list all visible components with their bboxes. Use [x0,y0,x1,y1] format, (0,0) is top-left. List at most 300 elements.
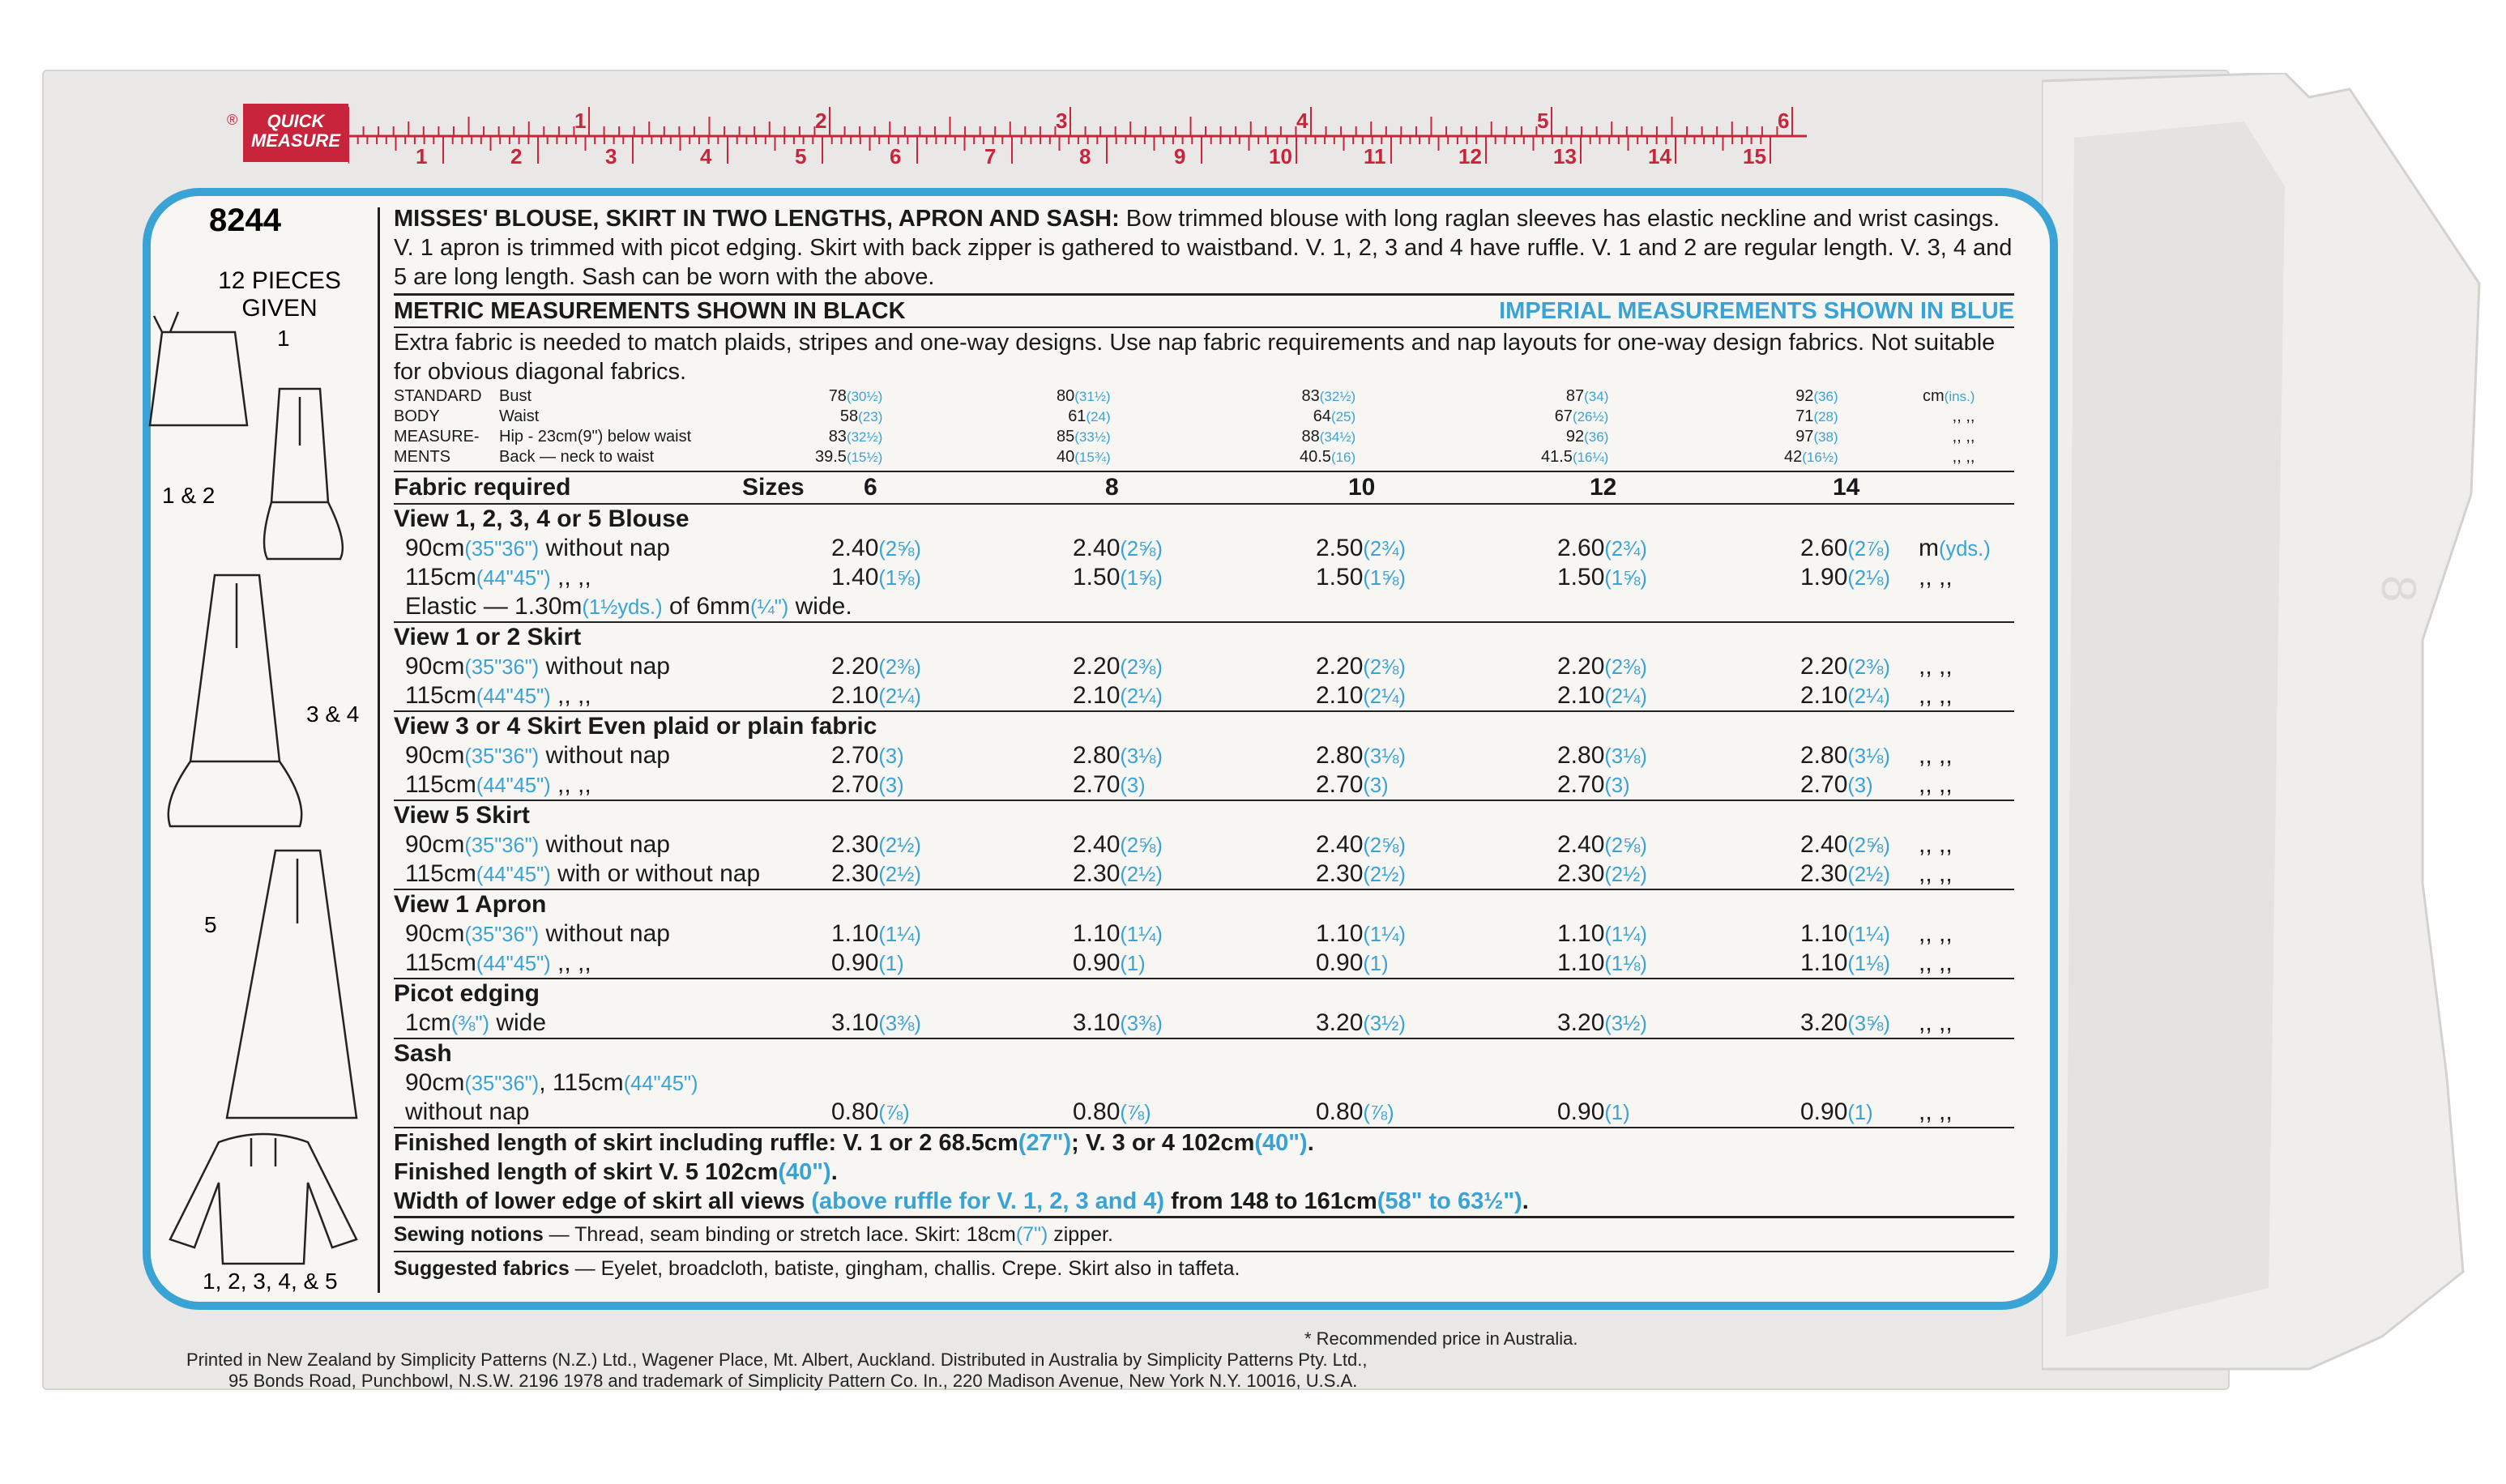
ruler-cm-label: 10 [1269,144,1292,168]
quick-measure-ruler [348,104,1831,168]
fabric-row-label [405,741,670,771]
metric-value: 1.10 [1316,920,1364,947]
metric-value: 2.20 [1557,653,1605,680]
imperial-value: (1¼) [1604,923,1647,946]
pattern-number: 8244 [209,203,281,238]
apron-sketch-icon [150,312,247,425]
label-part: without nap [539,653,670,680]
metric-value: 88 [1301,428,1320,446]
fabric-row [394,592,2014,621]
fabric-row-label [405,859,760,889]
label-part: (35"36") [464,834,540,857]
imperial-value: (1⅝) [878,567,921,590]
metric-value: 61 [1068,407,1087,425]
fabric-section [394,712,2014,801]
finished-part: . [830,1159,838,1185]
fabric-amount [831,830,921,860]
metric-value: 42 [1784,448,1803,466]
imperial-value: (36) [1584,429,1609,445]
metric-value: 3.20 [1557,1009,1605,1036]
label-part: (⅜") [450,1013,489,1035]
imperial-value: (ins.) [1944,389,1975,404]
fabric-amount [1316,919,1406,949]
imperial-value: (1¼) [1120,923,1163,946]
imperial-value: (23) [858,409,883,424]
view-label-all: 1, 2, 3, 4, & 5 [203,1269,338,1294]
metric-value: 2.10 [1557,682,1605,709]
fabric-amount [1800,1009,1890,1038]
fabric-row-label [405,949,591,979]
fabric-amount [1800,534,1890,564]
fabric-row [394,919,2014,949]
imperial-value: (1¼) [878,923,921,946]
imperial-value: (24) [1086,409,1111,424]
long-skirt-sketch-icon [227,851,356,1118]
fabric-row [394,830,2014,859]
imperial-value: (1¼) [1363,923,1406,946]
fabric-row [394,652,2014,681]
ruler-cm-label: 13 [1553,144,1577,168]
fabric-amount [1316,741,1406,771]
fabric-amount [1073,681,1163,711]
sewing-notions-label: Sewing notions [394,1223,544,1246]
body-value [1057,447,1111,467]
fabric-row [394,681,2014,710]
metric-value: 80 [1057,387,1075,405]
fabric-amount [831,859,921,889]
footer-printed: Printed in New Zealand by Simplicity Patterns (N.Z.) Ltd., Wagener Place, Mt. Albert, Auckland. Distributed in Australia by Simplicity Patterns Pty. Ltd., [186,1350,1368,1370]
label-part: (35"36") [464,1072,540,1095]
fabric-amount [1557,1098,1630,1128]
fabric-amount [1316,681,1406,711]
view-label-5: 5 [204,912,217,937]
body-size-column [1300,386,1355,467]
fabric-amount [831,949,904,979]
fabric-amount [1800,919,1890,949]
fabric-amount [1073,1009,1163,1038]
metric-value: 40 [1057,448,1075,466]
imperial-value: (2⅝) [1363,834,1406,857]
body-unit [1923,386,1974,467]
label-part: without nap [405,1098,530,1125]
row-unit: ,, ,, [1919,1098,1953,1125]
row-unit: ,, ,, [1919,742,1953,769]
row-unit: ,, ,, [1919,682,1953,709]
fabric-amount [1316,949,1389,979]
long-ruffle-skirt-sketch-icon [169,575,301,826]
fabric-amount [1316,770,1389,800]
section-title: Sash [394,1040,452,1067]
label-part: (35"36") [464,745,540,768]
description-text: Bow trimmed blouse with long raglan sleeves has elastic neckline and wrist casings. V. 1 apron is trimmed with picot edging. Skirt with back zipper is gathered to waistband. V. 1, 2, 3 and 4 have ruffle. V. 1 and 2 are regular length. V. 3, 4 and 5 are long length. Sash can be worn with the above. [394,206,2013,290]
section-title: View 1 or 2 Skirt [394,624,582,650]
metric-value: 83 [1301,387,1320,405]
label-part: , 115cm [539,1069,624,1096]
footer-address: 95 Bonds Road, Punchbowl, N.S.W. 2196 1978 and trademark of Simplicity Pattern Co. In., 220 Madison Avenue, New York N.Y. 10016, U.S.A. [228,1371,1358,1391]
ruler-cm-label: 2 [510,144,523,168]
fabric-amount [1073,830,1163,860]
pattern-title: MISSES' BLOUSE, SKIRT IN TWO LENGTHS, APRON AND SASH: [394,206,1120,232]
imperial-value: (16½) [1802,450,1838,465]
ruler-inch-label: 6 [1778,109,1790,133]
imperial-value: (1) [1363,953,1389,975]
imperial-value: (2½) [1604,864,1647,886]
fabric-amount [1073,741,1163,771]
label-part: (1½yds.) [582,596,663,619]
section-title: View 1 Apron [394,891,547,918]
label-part: wide. [788,593,852,620]
label-part: (44"45") [476,953,551,975]
fabric-row-label [405,1098,529,1127]
fabric-amount [831,1098,910,1128]
fabric-row-label [405,1068,698,1098]
row-unit: ,, ,, [1919,860,1953,887]
ruler-cm-label: 1 [416,144,428,168]
body-label-line: MENTS [394,448,450,466]
metric-value: 2.20 [1800,653,1848,680]
metric-value: 2.70 [1073,771,1121,798]
body-label-line: BODY [394,407,440,425]
metric-value: 67 [1554,407,1573,425]
finished-part: (40") [778,1159,831,1185]
metric-value: 2.20 [831,653,879,680]
label-part: 90cm [405,742,465,769]
metric-value: 2.20 [1073,653,1121,680]
metric-value: 1.50 [1557,564,1605,591]
imperial-value: (2⅜) [1604,656,1647,679]
metric-value: m [1919,535,1939,561]
fabric-row [394,859,2014,889]
label-part: (44"45") [476,864,551,886]
ruler-cm-label: 7 [984,144,997,168]
body-value [1300,407,1355,427]
label-part: (35"36") [464,923,540,946]
ruler-cm-label: 14 [1648,144,1671,168]
label-part: of 6mm [662,593,750,620]
quick-measure-logo: QUICK MEASURE [243,104,348,162]
body-row-label: Bust [499,387,532,405]
envelope-flap [2042,73,2495,1377]
fabric-amount [1316,830,1406,860]
imperial-value: (2½) [1363,864,1406,886]
metric-value: 1.90 [1800,564,1848,591]
ditto-mark: ,, ,, [1952,428,1975,446]
metric-value: 2.40 [1073,535,1121,561]
fabric-amount [1316,859,1406,889]
metric-value: 0.90 [1800,1098,1848,1125]
fabric-amount [831,919,921,949]
fabric-amount [1557,830,1647,860]
label-part: 115cm [405,860,476,887]
blouse-sketch-icon [170,1134,356,1264]
view-label-1: 1 [277,326,290,351]
fabric-amount [1800,949,1890,979]
imperial-value: (1⅛) [1604,953,1647,975]
label-part: ,, ,, [550,771,591,798]
fabric-amount [1073,534,1163,564]
size-10: 10 [1348,474,1376,501]
fabric-row-label [405,534,670,564]
body-value [1057,407,1111,427]
fabric-amount [831,563,921,593]
metric-value: 2.30 [1316,860,1364,887]
metric-value: 92 [1565,428,1585,446]
fabric-amount [1073,563,1163,593]
fabric-amount [1073,949,1146,979]
notions-part: zipper. [1048,1223,1113,1246]
suggested-fabrics [394,1251,2014,1285]
metric-value: 2.70 [1316,771,1364,798]
imperial-value: (3) [1363,774,1389,797]
fabric-amount [1800,741,1890,771]
metric-value: 78 [828,387,847,405]
label-part: 90cm [405,920,465,947]
imperial-value: (1⅝) [1120,567,1163,590]
ruler-cm-label: 11 [1364,144,1386,168]
body-value [815,447,882,467]
metric-value: 1.50 [1073,564,1121,591]
label-part: 90cm [405,831,465,858]
imperial-value: (3⅜) [878,1013,921,1035]
metric-value: 2.60 [1800,535,1848,561]
metric-value: 40.5 [1300,448,1331,466]
metric-value: 0.90 [1557,1098,1605,1125]
metric-value: 1.10 [831,920,879,947]
label-part: 115cm [405,949,476,976]
notes [394,1216,2014,1285]
imperial-value: (2⅝) [1604,834,1647,857]
body-value [1300,386,1355,407]
body-measurements [394,386,2014,472]
metric-value: 71 [1795,407,1814,425]
finished-part: (40") [1254,1130,1308,1156]
fabric-amount [1800,830,1890,860]
size-12: 12 [1590,474,1617,501]
body-value [1541,427,1608,447]
fabric-amount [1073,770,1146,800]
row-unit: ,, ,, [1919,949,1953,976]
metric-value: 58 [839,407,859,425]
pattern-info [394,204,2014,1285]
fabric-amount [831,534,921,564]
imperial-value: (2⅝) [878,538,921,561]
imperial-value: (2¼) [878,685,921,708]
ruler-inch-label: 2 [815,109,827,133]
ruler-cm-label: 9 [1174,144,1186,168]
row-unit [1919,534,1991,564]
fabric-section [394,979,2014,1039]
imperial-value: (2⅝) [1847,834,1890,857]
fabric-section [394,890,2014,979]
finished-line [394,1187,2014,1216]
body-value [1784,407,1838,427]
imperial-value: (⅞) [878,1102,910,1124]
metric-value: 2.80 [1800,742,1848,769]
fabric-row-label [405,919,670,949]
imperial-value: (16) [1330,450,1356,465]
finished-part: (above ruffle for V. 1, 2, 3 and 4) [811,1188,1165,1214]
row-unit: ,, ,, [1919,564,1953,591]
ruler-inch-label: 5 [1537,109,1549,133]
size-6: 6 [864,474,877,501]
imperial-value: (2½) [1847,864,1890,886]
imperial-value: (2½) [1120,864,1163,886]
section-title: View 3 or 4 Skirt Even plaid or plain fabric [394,713,877,740]
metric-value: 2.70 [831,771,879,798]
imperial-value: (2¼) [1847,685,1890,708]
imperial-value: (3⅝) [1847,1013,1890,1035]
fabric-amount [1557,919,1647,949]
metric-value: 0.90 [1073,949,1121,976]
fabric-amount [1557,859,1647,889]
metric-value: 85 [1057,428,1075,446]
body-value [1784,447,1838,467]
fabric-required-header [394,472,2014,505]
fabric-row [394,563,2014,592]
fabric-amount [1073,859,1163,889]
finished-line [394,1128,2014,1158]
size-14: 14 [1833,474,1860,501]
label-part: (44"45") [476,774,551,797]
imperial-value: (2⅜) [1363,656,1406,679]
fabric-required-label: Fabric required [394,474,571,501]
finished-measurements [394,1128,2014,1216]
metric-value: 2.60 [1557,535,1605,561]
body-row-label: Waist [499,407,540,425]
imperial-value: (3) [878,745,904,768]
finished-line [394,1158,2014,1187]
finished-part: Width of lower edge of skirt all views [394,1188,812,1214]
fabric-amount [831,1009,921,1038]
imperial-value: (34½) [1319,429,1356,445]
metric-value: 3.10 [1073,1009,1121,1036]
metric-value: 2.40 [1073,831,1121,858]
sewing-notions [394,1218,2014,1251]
imperial-value: (25) [1330,409,1356,424]
row-unit: ,, ,, [1919,771,1953,798]
metric-value: 2.40 [1800,831,1848,858]
label-part: without nap [539,920,670,947]
imperial-value: (2¾) [1604,538,1647,561]
metric-value: 92 [1795,387,1814,405]
ruler-cm-label: 8 [1079,144,1091,168]
metric-value: 1.10 [1557,920,1605,947]
ruler-cm-label: 15 [1743,144,1766,168]
view-label-3-4: 3 & 4 [306,701,360,727]
imperial-value: (2⅛) [1847,567,1890,590]
imperial-value: (1) [1120,953,1146,975]
imperial-value: (3⅛) [1120,745,1163,768]
body-measurements-label [394,386,482,467]
label-part: without nap [539,742,670,769]
fabric-amount [1557,534,1647,564]
metric-value: 1.10 [1073,920,1121,947]
metric-value: 0.90 [831,949,879,976]
ditto-mark: ,, ,, [1952,407,1975,425]
body-value [1541,447,1608,467]
metric-value: 3.20 [1800,1009,1848,1036]
body-size-column [1784,386,1838,467]
body-unit-label [1923,386,1974,407]
row-unit: ,, ,, [1919,831,1953,858]
fabric-row-label [405,830,670,860]
imperial-value: (2⅝) [1120,834,1163,857]
imperial-value: (34) [1584,389,1609,404]
metric-value: 1.10 [1800,920,1848,947]
label-part: with or without nap [550,860,761,887]
row-unit: ,, ,, [1919,920,1953,947]
imperial-value: (1) [878,953,904,975]
fabric-amount [1800,859,1890,889]
metric-header: METRIC MEASUREMENTS SHOWN IN BLACK [394,298,906,324]
label-part: (35"36") [464,538,540,561]
imperial-value: (3½) [1363,1013,1406,1035]
imperial-value: (yds.) [1939,538,1991,561]
body-label-line: STANDARD [394,387,482,405]
metric-value: 0.80 [1316,1098,1364,1125]
body-label-line: MEASURE- [394,428,480,446]
imperial-value: (3) [878,774,904,797]
fabric-amount [1557,949,1647,979]
label-part: 90cm [405,535,465,561]
metric-value: 1.50 [1316,564,1364,591]
imperial-value: (2⅝) [1120,538,1163,561]
metric-value: 3.20 [1316,1009,1364,1036]
section-title: View 1, 2, 3, 4 or 5 Blouse [394,505,689,532]
fabric-amount [831,681,921,711]
finished-part: (58" to 63½") [1377,1188,1522,1214]
body-value [1784,427,1838,447]
fabric-sections [394,505,2014,1128]
metric-value: 2.80 [1073,742,1121,769]
row-unit: ,, ,, [1919,653,1953,680]
imperial-value: (33½) [1074,429,1111,445]
fabric-note: Extra fabric is needed to match plaids, stripes and one-way designs. Use nap fabric requirements and nap layouts for one-way design fabrics. Not suitable for obvious diagonal fabrics. [394,330,1996,385]
fabric-row-label [405,1009,546,1038]
imperial-value: (⅞) [1363,1102,1394,1124]
body-value [1300,427,1355,447]
row-unit: ,, ,, [1919,1009,1953,1036]
imperial-value: (⅞) [1120,1102,1151,1124]
label-part: 115cm [405,771,476,798]
measurement-header [394,293,2014,328]
body-measurement-rows [499,386,691,467]
imperial-value: (2⅜) [1847,656,1890,679]
fabric-row [394,1068,2014,1098]
metric-value: 1.10 [1800,949,1848,976]
fabric-amount [1557,681,1647,711]
metric-value: 39.5 [815,448,847,466]
metric-value: 2.70 [1800,771,1848,798]
metric-value: 2.70 [831,742,879,769]
fabric-row [394,770,2014,800]
fabric-amount [1557,652,1647,682]
imperial-value: (26½) [1572,409,1609,424]
metric-value: 2.30 [1800,860,1848,887]
metric-value: 2.30 [1557,860,1605,887]
imperial-value: (3) [1604,774,1630,797]
fabric-amount [1557,563,1647,593]
metric-value: 2.10 [831,682,879,709]
imperial-value: (2¼) [1363,685,1406,708]
label-part: Elastic — 1.30m [405,593,583,620]
body-row-label: Hip - 23cm(9") below waist [499,428,692,446]
body-value [1541,407,1608,427]
finished-part: Finished length of skirt V. 5 102cm [394,1159,779,1185]
metric-value: 2.10 [1800,682,1848,709]
imperial-value: (2½) [878,864,921,886]
metric-value: 2.70 [1557,771,1605,798]
